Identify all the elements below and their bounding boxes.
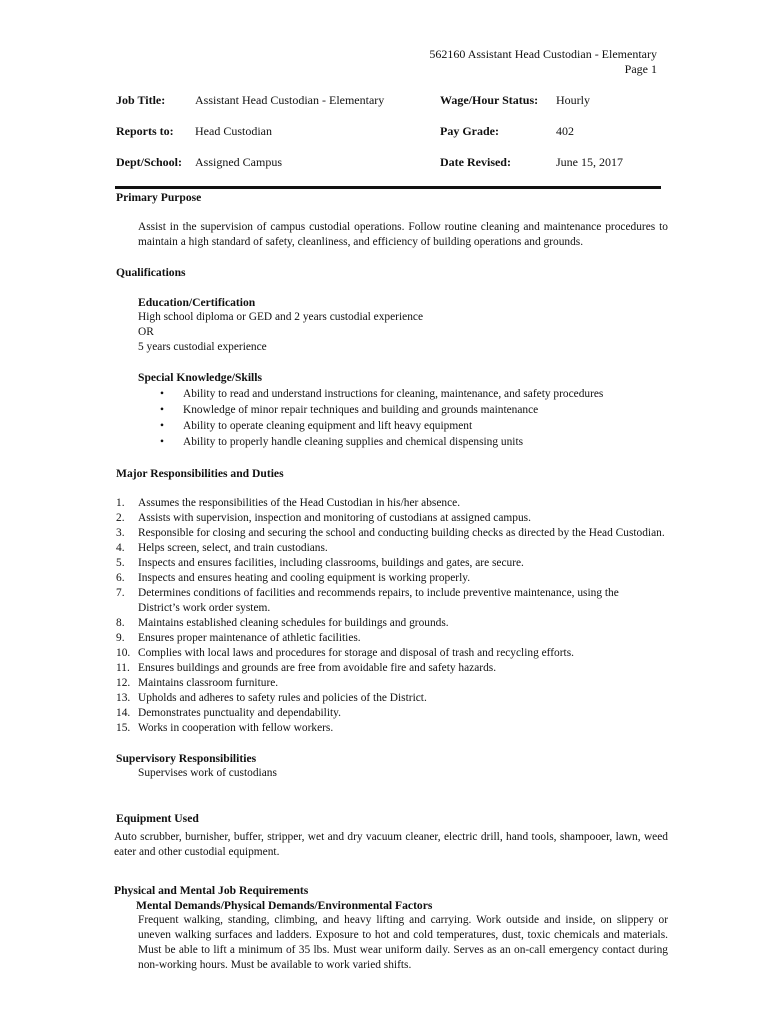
list-item: • Knowledge of minor repair techniques and building and grounds maintenance — [138, 402, 668, 418]
duties-list — [116, 496, 668, 736]
job-title-label: Job Title: — [116, 93, 166, 107]
date-revised-label: Date Revised: — [440, 155, 511, 169]
physical-text: Frequent walking, standing, climbing, and heavy lifting and carrying. Work outside and inside, on slippery or uneven walking surfaces and ladders. Exposure to hot and cold temperatures, dust, toxic chemicals and materials. Must be able to lift a minimum of 35 lbs. Must wear uniform daily. Serves as an on-call emergency contact during non-working hours. Must be available to work varied shifts. — [138, 914, 668, 971]
education-line: High school diploma or GED and 2 years custodial experience — [138, 311, 423, 323]
wage-status-label: Wage/Hour Status: — [440, 93, 539, 107]
duties-heading: Major Responsibilities and Duties — [116, 467, 284, 480]
header-divider — [115, 186, 661, 189]
supervisory-text: Supervises work of custodians — [138, 767, 277, 779]
education-line: OR — [138, 326, 154, 338]
document-title: 562160 Assistant Head Custodian - Elementary — [429, 47, 657, 61]
list-item: 4. Helps screen, select, and train custodians. — [116, 542, 328, 554]
equipment-heading: Equipment Used — [116, 812, 199, 825]
qualifications-heading: Qualifications — [116, 266, 186, 279]
primary-purpose-heading: Primary Purpose — [116, 191, 202, 204]
meta-row-job-title — [0, 93, 770, 109]
education-section — [138, 295, 668, 355]
list-item: 12. Maintains classroom furniture. — [116, 677, 279, 689]
list-item: 15. Works in cooperation with fellow workers. — [116, 722, 334, 734]
pay-grade-value: 402 — [556, 124, 574, 138]
education-heading: Education/Certification — [138, 296, 256, 309]
list-item: 5. Inspects and ensures facilities, including classrooms, buildings and gates, are secure. — [116, 557, 524, 569]
list-item: 13. Upholds and adheres to safety rules and policies of the District. — [116, 692, 427, 704]
list-item: • Ability to properly handle cleaning supplies and chemical dispensing units — [138, 434, 668, 450]
reports-to-value: Head Custodian — [195, 124, 272, 138]
physical-heading: Physical and Mental Job Requirements — [114, 884, 309, 897]
list-item: 6. Inspects and ensures heating and cooling equipment is working properly. — [116, 572, 471, 584]
list-item: • Ability to operate cleaning equipment and lift heavy equipment — [138, 418, 668, 434]
skills-heading: Special Knowledge/Skills — [138, 371, 263, 384]
list-item: • Ability to read and understand instructions for cleaning, maintenance, and safety procedures — [138, 386, 668, 402]
list-item: 9. Ensures proper maintenance of athletic facilities. — [116, 632, 361, 644]
meta-row-dept — [0, 155, 770, 171]
job-title-value: Assistant Head Custodian - Elementary — [195, 93, 385, 107]
document-body — [116, 190, 668, 973]
education-line: 5 years custodial experience — [138, 341, 267, 353]
list-item: 14. Demonstrates punctuality and dependability. — [116, 707, 341, 719]
reports-to-label: Reports to: — [116, 124, 174, 138]
list-item: 3. Responsible for closing and securing the school and conducting building checks as directed by the Head Custodian. — [116, 527, 665, 539]
pay-grade-label: Pay Grade: — [440, 124, 499, 138]
list-item: 10. Complies with local laws and procedures for storage and disposal of trash and recycling efforts. — [116, 647, 574, 659]
list-item: 7. Determines conditions of facilities and recommends repairs, to include preventive maintenance, using the District’s work order system. — [116, 587, 619, 614]
dept-label: Dept/School: — [116, 155, 182, 169]
list-item: 2. Assists with supervision, inspection and monitoring of custodians at assigned campus. — [116, 512, 531, 524]
page-number: Page 1 — [624, 62, 657, 76]
meta-row-reports-to — [0, 124, 770, 140]
page-header — [429, 47, 657, 77]
equipment-text: Auto scrubber, burnisher, buffer, stripper, wet and dry vacuum cleaner, electric drill, hand tools, shampooer, lawn, weed eater and other custodial equipment. — [114, 831, 668, 858]
skills-section — [138, 370, 668, 385]
primary-purpose-text: Assist in the supervision of campus custodial operations. Follow routine cleaning and maintenance procedures to maintain a high standard of safety, cleanliness, and efficiency of building operations and grounds. — [138, 221, 668, 248]
skills-list — [138, 386, 668, 450]
list-item: 1. Assumes the responsibilities of the Head Custodian in his/her absence. — [116, 497, 461, 509]
physical-subheading: Mental Demands/Physical Demands/Environmental Factors — [136, 899, 433, 912]
list-item: 11. Ensures buildings and grounds are free from avoidable fire and safety hazards. — [116, 662, 497, 674]
list-item: 8. Maintains established cleaning schedules for buildings and grounds. — [116, 617, 449, 629]
supervisory-heading: Supervisory Responsibilities — [116, 752, 257, 765]
date-revised-value: June 15, 2017 — [556, 155, 623, 169]
dept-value: Assigned Campus — [195, 155, 282, 169]
wage-status-value: Hourly — [556, 93, 590, 107]
